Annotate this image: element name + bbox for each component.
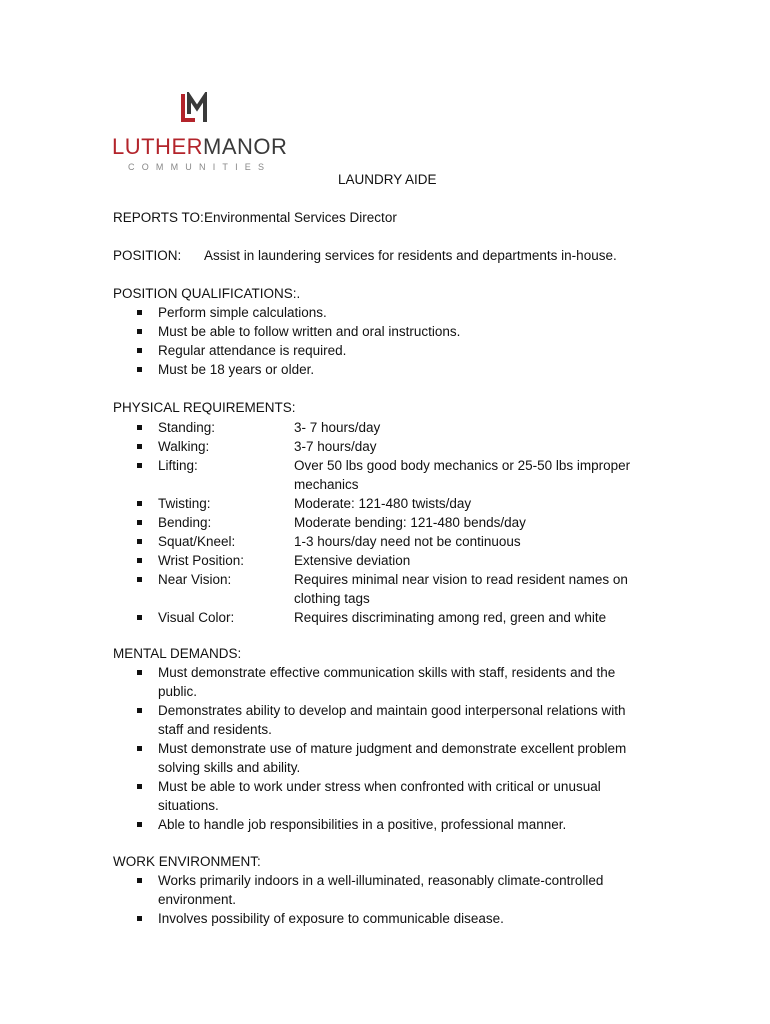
- physical-heading: PHYSICAL REQUIREMENTS:: [113, 400, 296, 415]
- work-environment-list: [0, 871, 648, 928]
- document-page: LUTHERMANOR COMMUNITIES LAUNDRY AIDE REPORTS TO: Environmental Services Director POSITION: Assist in laundering services for residents and departments in-house. POSITION QUALIFICATIONS:. Perform simple calculations. Must be able to follow written and oral instructions. Regular attendance is required. Must be 18 years or older. PHYSICAL REQUIREMENTS: Standing: 3- 7 hours/day Walking: 3-7 hours/day Lifting: Over 50 lbs good body mechanics or 25-50 lbs improper mechanics Twisting: Moderate: 121-480 twists/day Bending: Moderate bending: 121-480 bends/day Squat/Kneel: 1-3 hours/day need not be continuous Wrist Position: Extensive deviation Near Vision: Requires minimal near vision to read resident names on clothing tags Visual Color: Requires discriminating among red, green and white MENTAL DEMANDS: Must demonstrate effective communication skills with staff, residents and the public. Demonstrates ability to develop and maintain good interpersonal relations with staff and residents. Must demonstrate use of mature judgment and demonstrate excellent problem solving skills and ability. Must be able to work under stress when confronted with critical or unusual situations. Able to handle job responsibilities in a positive, professional manner. WORK ENVIRONMENT: Works primarily indoors in a well-illuminated, reasonably climate-controlled environment. Involves possibility of exposure to communicable disease.: [0, 0, 770, 1024]
- position-value: Assist in laundering services for residents and departments in-house.: [204, 248, 617, 263]
- bullet-icon: [137, 822, 142, 827]
- list-item: Perform simple calculations.: [0, 303, 648, 322]
- bullet-icon: [137, 670, 142, 675]
- bullet-icon: [137, 539, 142, 544]
- list-item: Regular attendance is required.: [0, 341, 648, 360]
- bullet-icon: [137, 425, 142, 430]
- mental-heading: MENTAL DEMANDS:: [113, 646, 242, 661]
- logo-wordmark: [112, 136, 287, 158]
- reports-to-value: Environmental Services Director: [204, 210, 397, 225]
- list-item: Must be able to follow written and oral instructions.: [0, 322, 648, 341]
- logo-manor-text: MANOR: [203, 134, 288, 159]
- work-environment-heading: WORK ENVIRONMENT:: [113, 854, 261, 869]
- bullet-icon: [137, 878, 142, 883]
- bullet-icon: [137, 367, 142, 372]
- list-item: Must be 18 years or older.: [0, 360, 648, 379]
- qualifications-heading: POSITION QUALIFICATIONS:.: [113, 286, 301, 301]
- bullet-icon: [137, 784, 142, 789]
- bullet-icon: [137, 501, 142, 506]
- lm-monogram-icon: [179, 92, 213, 124]
- bullet-icon: [137, 746, 142, 751]
- bullet-icon: [137, 615, 142, 620]
- mental-list: [0, 663, 648, 834]
- bullet-icon: [137, 577, 142, 582]
- list-item: Must be able to work under stress when confronted with critical or unusual situations.: [0, 777, 648, 815]
- list-item: Demonstrates ability to develop and maintain good interpersonal relations with staff and residents.: [0, 701, 648, 739]
- bullet-icon: [137, 916, 142, 921]
- luther-manor-logo: [112, 92, 288, 177]
- bullet-icon: [137, 444, 142, 449]
- logo-luther-text: LUTHER: [112, 134, 204, 159]
- list-item: Must demonstrate use of mature judgment and demonstrate excellent problem solving skills and ability.: [0, 739, 648, 777]
- list-item: Involves possibility of exposure to communicable disease.: [0, 909, 648, 928]
- bullet-icon: [137, 310, 142, 315]
- position-label: POSITION:: [113, 248, 182, 263]
- list-item: Able to handle job responsibilities in a positive, professional manner.: [0, 815, 648, 834]
- qualifications-list: [0, 303, 648, 379]
- bullet-icon: [137, 558, 142, 563]
- list-item: Works primarily indoors in a well-illuminated, reasonably climate-controlled environment.: [0, 871, 648, 909]
- bullet-icon: [137, 708, 142, 713]
- reports-to-label: REPORTS TO:: [113, 210, 204, 225]
- bullet-icon: [137, 348, 142, 353]
- page-title: LAUNDRY AIDE: [338, 172, 437, 187]
- list-item: Must demonstrate effective communication skills with staff, residents and the public.: [0, 663, 648, 701]
- bullet-icon: [137, 463, 142, 468]
- bullet-icon: [137, 520, 142, 525]
- logo-subtitle: COMMUNITIES: [128, 162, 272, 172]
- bullet-icon: [137, 329, 142, 334]
